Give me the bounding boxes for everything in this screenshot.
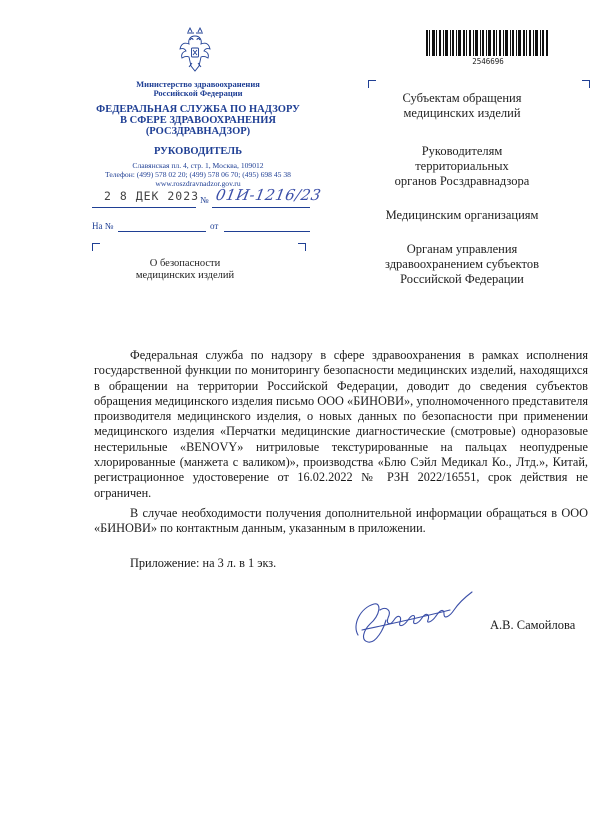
coat-of-arms-icon (178, 26, 212, 74)
handwritten-signature-icon (340, 580, 490, 650)
ref-date-underline (224, 231, 310, 232)
addressee-line: Медицинским организациям (385, 208, 539, 222)
service-line: ФЕДЕРАЛЬНАЯ СЛУЖБА ПО НАДЗОРУ (96, 104, 300, 115)
registration-date-stamp: 2 8 ДЕК 2023 (104, 189, 200, 203)
addressee-line: Руководителям (421, 144, 503, 158)
number-underline (212, 207, 310, 208)
contact-block (82, 161, 314, 188)
addressee-line: органов Росздравнадзора (394, 174, 530, 188)
attachment-note: Приложение: на 3 л. в 1 экз. (130, 556, 277, 570)
addressee-line: здравоохранением субъектов (384, 257, 539, 271)
service-name (88, 104, 308, 137)
reference-line (92, 221, 312, 235)
barcode-icon (426, 30, 548, 56)
body-paragraph-main: Федеральная служба по надзору в сфере здравоохранения в рамках исполнения государственной функции по мониторингу безопасности медицинских изделий, находящихся в обращении на территории Российской Федерации, доводит до сведения субъектов обращения медицинского изделия письмо ООО «БИНОВИ», уполномоченного представителя производителя медицинского изделия, о новых данных по безопасности при применении медицинского изделия «Перчатки медицинские диагностические (смотровые) одноразовые нестерильные «BENOVY» нитриловые текстурированные на пальцах неопудреные хлорированные (манжета с валиком)», производства «Блю Сэйл Медикал Ко., Лтд.», Китай, регистрационное удостоверение от 16.02.2022 № РЗН 2022/16551, срок действия не ограничен. (94, 348, 588, 500)
subject-corner-right (298, 243, 306, 251)
addressee-block (367, 91, 557, 121)
ministry-line: Министерство здравоохранения (136, 79, 260, 89)
addressee-line: медицинских изделий (403, 106, 521, 120)
addressee-corner-right (582, 80, 590, 88)
addressee-block (367, 144, 557, 189)
service-line: (РОСЗДРАВНАДЗОР) (145, 126, 251, 137)
body-paragraph-contact: В случае необходимости получения дополнительной информации обращаться в ООО «БИНОВИ» по контактным данным, указанным в приложении. (94, 506, 588, 536)
website-line: www.roszdravnadzor.gov.ru (155, 179, 241, 188)
subject-line: О безопасности (149, 258, 221, 269)
registration-number: 01И-1216/23 (214, 186, 323, 204)
subject-corner-left (92, 243, 100, 251)
addressee-block (347, 242, 577, 287)
registration-line (92, 186, 323, 209)
head-title: РУКОВОДИТЕЛЬ (153, 146, 243, 157)
addressee-block (347, 208, 577, 223)
addressee-corner-left (368, 80, 376, 88)
service-line: В СФЕРЕ ЗДРАВООХРАНЕНИЯ (120, 115, 276, 126)
addressee-line: Органам управления (406, 242, 518, 256)
ref-number-underline (118, 231, 206, 232)
number-label: № (200, 195, 209, 205)
subject-line: медицинских изделий (135, 270, 235, 281)
signer-name: А.В. Самойлова (490, 618, 576, 632)
ref-from-label: от (210, 221, 219, 231)
phone-line: Телефон: (499) 578 02 20; (499) 578 06 70; (495) 698 45 38 (105, 170, 291, 179)
ministry-name (88, 80, 308, 98)
addressee-line: Субъектам обращения (402, 91, 522, 105)
addressee-line: территориальных (415, 159, 509, 173)
addressee-line: Российской Федерации (400, 272, 524, 286)
date-underline (92, 207, 196, 208)
ministry-line: Российской Федерации (153, 88, 243, 98)
barcode-number: 2546696 (472, 57, 504, 66)
subject-block (100, 258, 270, 282)
address-line: Славянская пл. 4, стр. 1, Москва, 109012 (132, 161, 264, 170)
ref-number-label: На № (92, 221, 114, 231)
